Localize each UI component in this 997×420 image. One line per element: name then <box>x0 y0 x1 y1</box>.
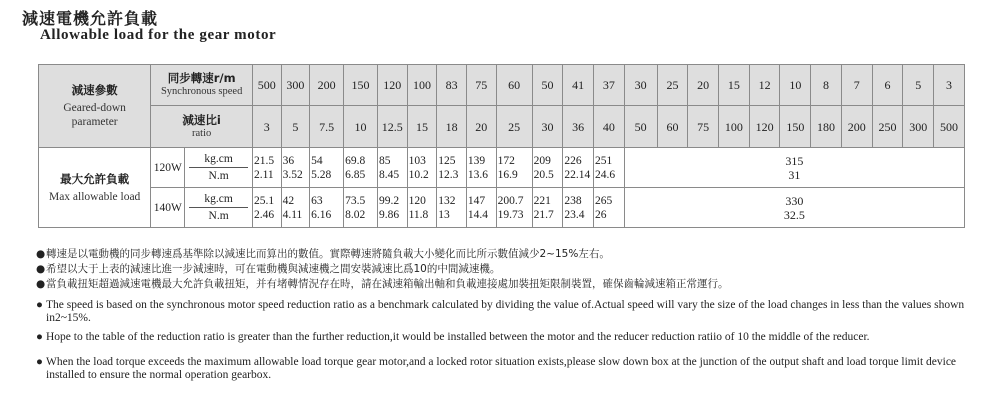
ratio-header-row <box>39 106 965 148</box>
kgcm-value: 21.5 <box>253 154 275 167</box>
speed-cell: 25 <box>657 65 688 106</box>
unit-kgcm: kg.cm <box>204 193 233 205</box>
note-text: 希望以大于上表的減速比進一步減速時，可在電動機與減速機之間安裝減速比爲10的中間減速機。 <box>46 263 501 275</box>
speed-cell: 8 <box>811 65 842 106</box>
kgcm-value: 132 <box>438 194 456 207</box>
ratio-cell: 20 <box>466 106 496 148</box>
speed-cell: 3 <box>934 65 965 106</box>
kgcm-value: 103 <box>408 154 426 167</box>
note-text: When the load torque exceeds the maximum allowable load torque gear motor,and a locked rotor situation exists,please slow down box at the junction of the output shaft and load torque limit device installed to ensure the normal operation gearbox. <box>46 356 957 381</box>
speed-cell: 6 <box>872 65 903 106</box>
load-value-cell <box>437 148 467 188</box>
unit-nm: N.m <box>189 207 248 223</box>
ratio-cell: 7.5 <box>310 106 344 148</box>
load-label-en: Max allowable load <box>48 190 141 203</box>
note-en <box>36 356 966 382</box>
note-text: 轉速是以電動機的同步轉速爲基準除以減速比而算出的數值。實際轉速將隨負載大小變化而比所示數值減少2~15%左右。 <box>46 248 610 260</box>
speed-cell: 75 <box>466 65 496 106</box>
load-value-cell <box>281 188 310 228</box>
nm-value: 10.2 <box>408 168 429 181</box>
nm-value: 8.02 <box>345 208 366 221</box>
ratio-cell: 5 <box>281 106 310 148</box>
speed-cell: 60 <box>496 65 532 106</box>
ratio-cell: 120 <box>749 106 780 148</box>
speed-cell: 120 <box>377 65 407 106</box>
nm-value: 16.9 <box>497 168 518 181</box>
speed-cell: 10 <box>780 65 811 106</box>
unit-kgcm: kg.cm <box>204 153 233 165</box>
speed-cell: 37 <box>594 65 625 106</box>
load-value-cell <box>310 188 344 228</box>
ratio-cell: 36 <box>563 106 594 148</box>
load-value-cell <box>281 148 310 188</box>
kgcm-value: 200.7 <box>497 194 524 207</box>
note-text: Hope to the table of the reduction ratio is greater than the further reduction,it would be installed between the motor and the reducer reduction ratiio of 10 the middle of the reducer. <box>46 331 870 343</box>
nm-value: 6.85 <box>345 168 366 181</box>
ratio-cell: 300 <box>903 106 934 148</box>
bullet-icon: ● <box>36 299 43 311</box>
kgcm-value: 42 <box>282 194 295 207</box>
nm-value: 3.52 <box>282 168 303 181</box>
speed-cell: 30 <box>624 65 657 106</box>
ratio-cell: 15 <box>407 106 437 148</box>
ratio-cell: 60 <box>657 106 688 148</box>
speed-cell: 20 <box>688 65 719 106</box>
kgcm-value: 69.8 <box>345 154 366 167</box>
speed-cell: 41 <box>563 65 594 106</box>
load-value-cell <box>252 148 281 188</box>
nm-value: 22.14 <box>564 168 591 181</box>
max-load-merged-cell <box>624 148 964 188</box>
note-zh <box>36 263 966 276</box>
kgcm-value: 120 <box>408 194 426 207</box>
nm-value: 9.86 <box>378 208 400 221</box>
nm-value: 11.8 <box>408 208 429 221</box>
bullet-icon: ● <box>36 263 46 275</box>
nm-value: 12.3 <box>438 168 459 181</box>
speed-header-row <box>39 65 965 106</box>
speed-cell: 100 <box>407 65 437 106</box>
kgcm-value: 73.5 <box>345 194 366 207</box>
ratio-label-cell <box>151 106 253 148</box>
kgcm-value: 139 <box>467 154 486 167</box>
load-label-cell <box>39 148 151 228</box>
speed-cell: 15 <box>719 65 750 106</box>
page-title-chinese: 減速電機允許負載 <box>22 9 159 28</box>
load-value-cell <box>377 188 407 228</box>
speed-cell: 200 <box>310 65 344 106</box>
nm-value: 21.7 <box>533 208 554 221</box>
nm-value: 2.46 <box>253 208 275 221</box>
load-value-cell <box>563 148 594 188</box>
kgcm-value: 226 <box>564 154 582 167</box>
kgcm-value: 265 <box>595 194 613 207</box>
kgcm-value: 63 <box>311 194 323 207</box>
load-value-cell <box>437 188 467 228</box>
ratio-label-zh: 減速比i <box>182 112 221 127</box>
load-value-cell <box>344 188 378 228</box>
ratio-cell: 25 <box>496 106 532 148</box>
unit-cell <box>185 148 253 188</box>
load-value-cell <box>466 148 496 188</box>
table-row-120w <box>39 148 965 188</box>
bullet-icon: ● <box>36 356 43 368</box>
table-row-140w <box>39 188 965 228</box>
allowable-load-table <box>38 64 965 228</box>
speed-cell: 5 <box>903 65 934 106</box>
note-en <box>36 299 966 325</box>
kgcm-value: 36 <box>282 154 295 167</box>
load-value-cell <box>594 148 625 188</box>
note-zh <box>36 278 966 291</box>
nm-value: 24.6 <box>595 168 616 181</box>
ratio-cell: 30 <box>532 106 563 148</box>
load-value-cell <box>407 188 437 228</box>
speed-cell: 50 <box>532 65 563 106</box>
ratio-cell: 100 <box>719 106 750 148</box>
ratio-cell: 500 <box>934 106 965 148</box>
kgcm-value: 125 <box>438 154 456 167</box>
max-kgcm-value: 315 <box>785 153 804 168</box>
kgcm-value: 172 <box>497 154 515 167</box>
kgcm-value: 147 <box>467 194 486 207</box>
nm-value: 23.4 <box>564 208 585 221</box>
max-nm-value: 32.5 <box>783 207 805 222</box>
ratio-cell: 75 <box>688 106 719 148</box>
note-en <box>36 331 966 344</box>
ratio-cell: 250 <box>872 106 903 148</box>
ratio-cell: 12.5 <box>377 106 407 148</box>
ratio-cell: 50 <box>624 106 657 148</box>
speed-cell: 12 <box>749 65 780 106</box>
power-cell: 120W <box>151 148 185 188</box>
kgcm-value: 209 <box>533 154 551 167</box>
ratio-cell: 150 <box>780 106 811 148</box>
load-value-cell <box>252 188 281 228</box>
ratio-cell: 200 <box>841 106 872 148</box>
speed-cell: 7 <box>841 65 872 106</box>
load-value-cell <box>310 148 344 188</box>
speed-label-en: Synchronous speed <box>160 86 243 97</box>
nm-value: 26 <box>595 208 607 221</box>
param-label-zh: 減速參數 <box>71 83 118 97</box>
load-value-cell <box>594 188 625 228</box>
load-value-cell <box>407 148 437 188</box>
kgcm-value: 251 <box>595 154 613 167</box>
ratio-cell: 10 <box>344 106 378 148</box>
power-cell: 140W <box>151 188 185 228</box>
ratio-cell: 3 <box>252 106 281 148</box>
load-value-cell <box>496 148 532 188</box>
bullet-icon: ● <box>36 331 43 343</box>
load-value-cell <box>377 148 407 188</box>
load-value-cell <box>496 188 532 228</box>
nm-value: 4.11 <box>282 208 303 221</box>
ratio-cell: 18 <box>437 106 467 148</box>
nm-value: 13 <box>438 208 450 221</box>
bullet-icon: ● <box>36 248 46 260</box>
load-value-cell <box>532 148 563 188</box>
nm-value: 6.16 <box>311 208 332 221</box>
ratio-cell: 180 <box>811 106 842 148</box>
nm-value: 8.45 <box>378 168 400 181</box>
notes-section <box>36 248 966 382</box>
nm-value: 14.4 <box>467 208 489 221</box>
kgcm-value: 85 <box>378 154 391 167</box>
nm-value: 19.73 <box>497 208 524 221</box>
unit-cell <box>185 188 253 228</box>
speed-label-zh: 同步轉速r/m <box>167 71 236 85</box>
speed-label-cell <box>151 65 253 106</box>
bullet-icon: ● <box>36 278 46 290</box>
note-zh <box>36 248 966 261</box>
max-kgcm-value: 330 <box>785 193 804 208</box>
kgcm-value: 54 <box>311 154 323 167</box>
load-value-cell <box>344 148 378 188</box>
load-value-cell <box>466 188 496 228</box>
kgcm-value: 25.1 <box>253 194 275 207</box>
load-value-cell <box>532 188 563 228</box>
nm-value: 2.11 <box>253 168 274 181</box>
param-label-en: Geared-down parameter <box>63 102 126 128</box>
nm-value: 5.28 <box>311 168 332 181</box>
speed-cell: 300 <box>281 65 310 106</box>
kgcm-value: 238 <box>564 194 582 207</box>
unit-nm: N.m <box>189 167 248 183</box>
speed-cell: 500 <box>252 65 281 106</box>
kgcm-value: 99.2 <box>378 194 400 207</box>
load-value-cell <box>563 188 594 228</box>
note-text: 當負載扭矩超過減速電機最大允許負載扭矩，并有堵轉情況存在時，請在減速箱輸出軸和負載連接處加裝扭矩限制裝置，確保齒輪減速箱正常運行。 <box>46 278 729 290</box>
load-label-zh: 最大允許負載 <box>60 171 130 186</box>
page-title-english: Allowable load for the gear motor <box>40 27 277 43</box>
nm-value: 20.5 <box>533 168 554 181</box>
ratio-label-en: ratio <box>192 127 212 139</box>
ratio-cell: 40 <box>594 106 625 148</box>
nm-value: 13.6 <box>467 168 489 181</box>
param-header-cell <box>39 65 151 148</box>
kgcm-value: 221 <box>533 194 551 207</box>
speed-cell: 150 <box>344 65 378 106</box>
speed-cell: 83 <box>437 65 467 106</box>
max-load-merged-cell <box>624 188 964 228</box>
note-text: The speed is based on the synchronous motor speed reduction ratio as a benchmark calculated by dividing the value of.Actual speed will vary the size of the load changes in less than the values shown in2~15%. <box>46 299 965 324</box>
max-nm-value: 31 <box>788 167 801 182</box>
